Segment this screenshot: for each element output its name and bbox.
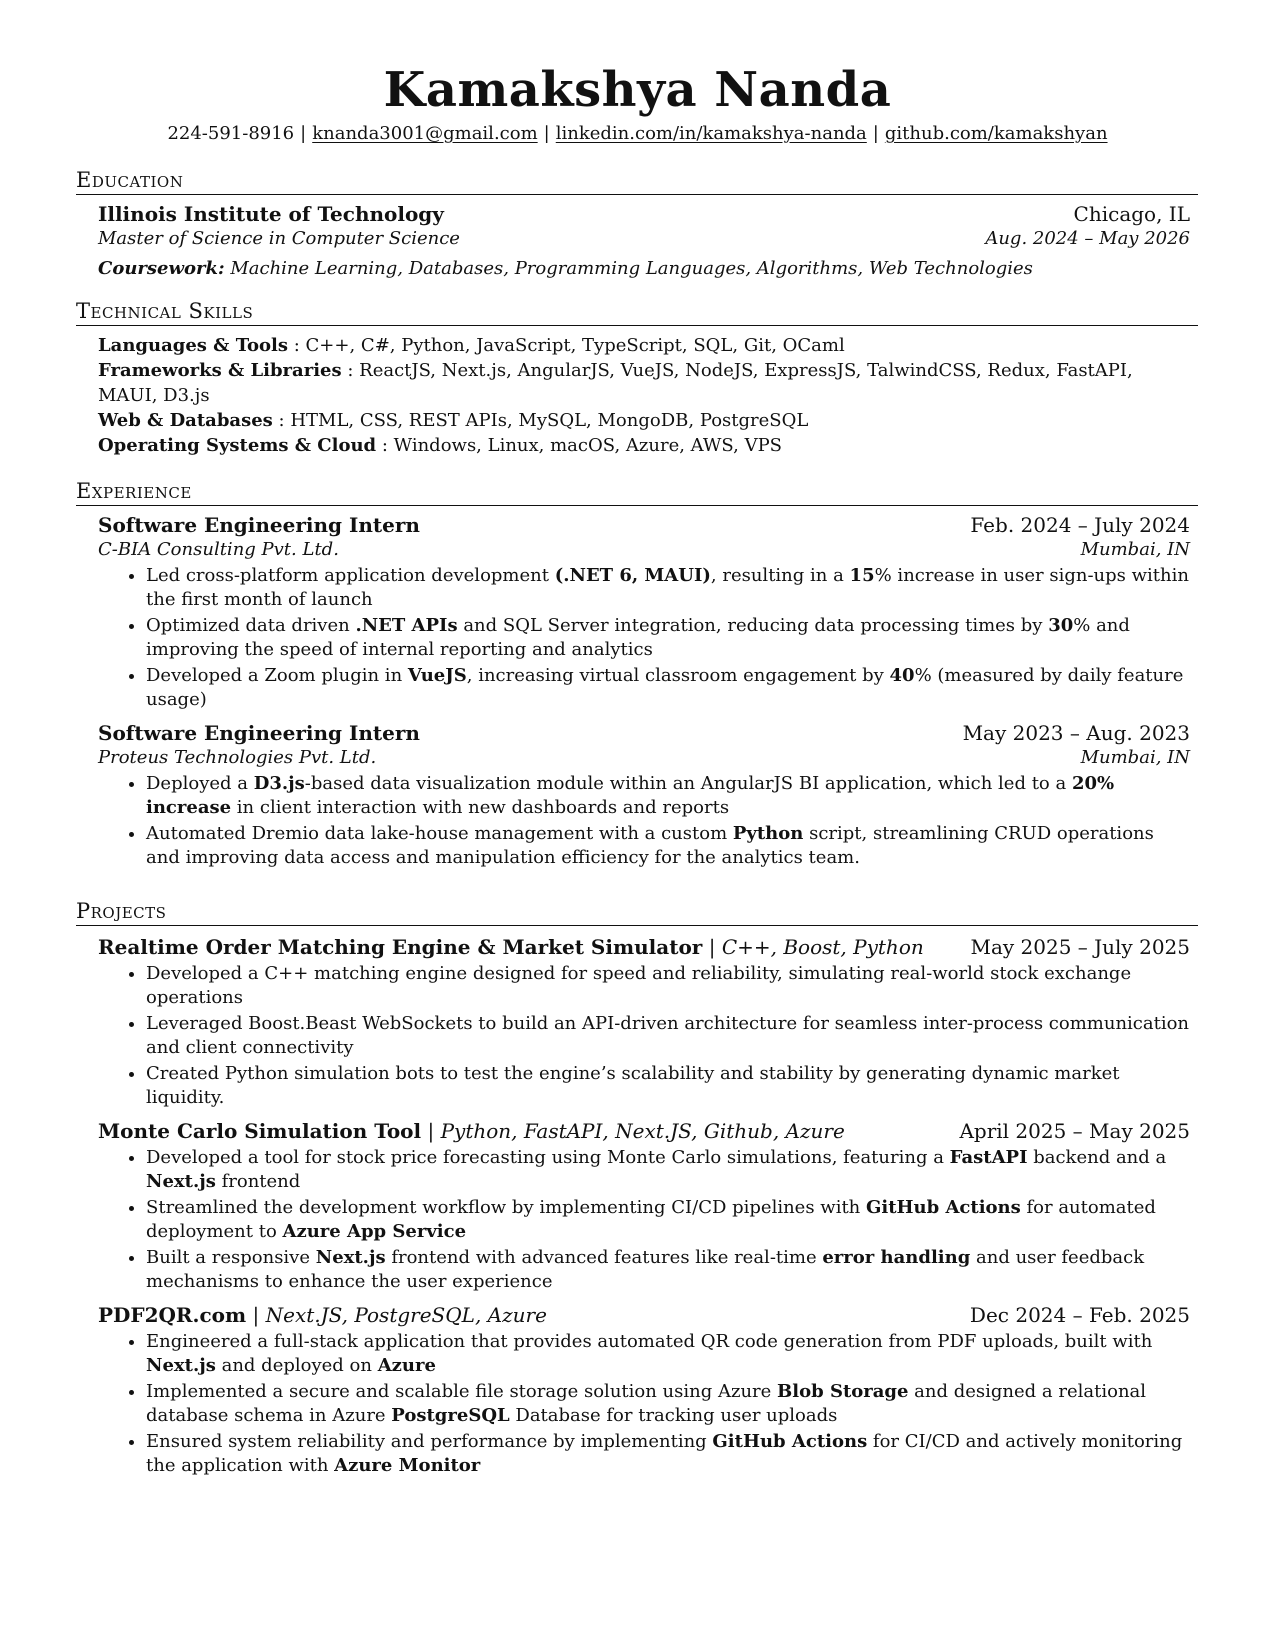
bullet-item (146, 614, 1190, 662)
bullet-list (98, 772, 1190, 870)
bullet-list (98, 1146, 1190, 1294)
bullet-text: % increase in user sign-ups within the first month of launch (146, 565, 1189, 610)
bullet-highlight: error handling (822, 1247, 971, 1268)
job-subheader (98, 538, 1190, 562)
skills-list (98, 333, 1190, 458)
projects-section (76, 899, 1198, 1480)
bullet-highlight: 30 (1048, 615, 1074, 636)
skills-heading: Technical Skills (76, 299, 1198, 326)
bullet-highlight: 15 (849, 565, 875, 586)
bullet-text: Leveraged Boost.Beast WebSockets to build an API-driven architecture for seamless inter-process communication and client connectivity (146, 1013, 1190, 1058)
linkedin-link[interactable]: linkedin.com/in/kamakshya-nanda (555, 123, 867, 144)
skill-line (98, 433, 1190, 458)
project-title-line (98, 1302, 547, 1328)
bullet-highlight: Next.js (146, 1355, 216, 1376)
bullet-text: in client interaction with new dashboards and reports (231, 797, 730, 818)
job-location: Mumbai, IN (1080, 539, 1190, 560)
project-tech: C++, Boost, Python (721, 935, 924, 959)
project-header (98, 1118, 1190, 1144)
bullet-highlight: .NET APIs (355, 615, 458, 636)
bullet-text: Deployed a (146, 773, 254, 794)
skill-line (98, 333, 1190, 358)
bullet-list (98, 1330, 1190, 1478)
separator: | (543, 123, 550, 144)
bullet-item (146, 1380, 1190, 1428)
bullet-text: Engineered a full-stack application that provides automated QR code generation from PDF uploads, built with (146, 1331, 1153, 1352)
bullet-highlight: 40 (889, 665, 915, 686)
skill-label: Frameworks & Libraries (98, 360, 342, 381)
school-name: Illinois Institute of Technology (98, 202, 444, 226)
bullet-item (146, 1246, 1190, 1294)
job-dates: May 2023 – Aug. 2023 (962, 721, 1190, 745)
bullet-highlight: Azure (377, 1355, 436, 1376)
bullet-highlight: Blob Storage (777, 1381, 909, 1402)
bullet-text: frontend with advanced features like real-time (385, 1247, 823, 1268)
experience-section (76, 479, 1198, 872)
bullet-text: and user feedback mechanisms to enhance the user experience (146, 1247, 1145, 1292)
bullet-highlight: VueJS (407, 665, 467, 686)
experience-list (98, 512, 1190, 870)
project-name: Realtime Order Matching Engine & Market Simulator (98, 935, 703, 959)
experience-entry (98, 720, 1190, 870)
project-name: Monte Carlo Simulation Tool (98, 1119, 422, 1143)
github-link[interactable]: github.com/kamakshyan (884, 123, 1108, 144)
school-location: Chicago, IL (1073, 202, 1190, 226)
project-tech: Python, FastAPI, Next.JS, Github, Azure (440, 1119, 845, 1143)
bullet-text: Developed a C++ matching engine designed for speed and reliability, simulating real-world stock exchange operations (146, 963, 1132, 1008)
bullet-item (146, 1430, 1190, 1478)
bullet-text: % (measured by daily feature usage) (146, 665, 1184, 710)
bullet-item (146, 822, 1190, 870)
bullet-text: % and improving the speed of internal reporting and analytics (146, 615, 1130, 660)
bullet-text: Database for tracking user uploads (509, 1405, 838, 1426)
company-name: Proteus Technologies Pvt. Ltd. (98, 747, 377, 768)
bullet-text: Developed a tool for stock price forecasting using Monte Carlo simulations, featuring a (146, 1147, 950, 1168)
bullet-highlight: Next.js (146, 1171, 216, 1192)
project-dates: Dec 2024 – Feb. 2025 (969, 1303, 1190, 1327)
bullet-item (146, 962, 1190, 1010)
bullet-highlight: Azure App Service (282, 1221, 467, 1242)
resume-header (0, 62, 1275, 146)
project-entry (98, 934, 1190, 1110)
bullet-item (146, 772, 1190, 820)
skill-value: : ReactJS, Next.js, AngularJS, VueJS, NodeJS, ExpressJS, TalwindCSS, Redux, FastAPI, MAUI, D3.js (98, 360, 1133, 406)
bullet-list (98, 962, 1190, 1110)
bullet-text: Led cross-platform application development (146, 565, 555, 586)
bullet-text: script, streamlining CRUD operations and improving data access and manipulation efficiency for the analytics team. (146, 823, 1154, 868)
skill-value: : Windows, Linux, macOS, Azure, AWS, VPS (381, 435, 783, 456)
bullet-list (98, 564, 1190, 712)
phone-number: 224-591-8916 (167, 123, 295, 144)
project-dates: April 2025 – May 2025 (959, 1119, 1190, 1143)
coursework-list: Machine Learning, Databases, Programming Languages, Algorithms, Web Technologies (230, 258, 1033, 279)
bullet-highlight: GitHub Actions (866, 1197, 1021, 1218)
bullet-highlight: (.NET 6, MAUI) (554, 565, 711, 586)
bullet-text: Automated Dremio data lake-house management with a custom (146, 823, 733, 844)
contact-line (0, 122, 1275, 146)
bullet-text: -based data visualization module within an AngularJS BI application, which led to a (304, 773, 1072, 794)
bullet-highlight: Next.js (315, 1247, 386, 1268)
degree: Master of Science in Computer Science (98, 228, 460, 249)
bullet-item (146, 1196, 1190, 1244)
job-role: Software Engineering Intern (98, 721, 420, 745)
skills-section (76, 299, 1198, 458)
skill-value: : HTML, CSS, REST APIs, MySQL, MongoDB, PostgreSQL (278, 410, 809, 431)
bullet-text: and SQL Server integration, reducing data processing times by (457, 615, 1049, 636)
job-subheader (98, 746, 1190, 770)
job-role: Software Engineering Intern (98, 513, 420, 537)
job-dates: Feb. 2024 – July 2024 (970, 513, 1190, 537)
project-entry (98, 1302, 1190, 1478)
bullet-text: backend and a (1027, 1147, 1167, 1168)
project-tech: Next.JS, PostgreSQL, Azure (265, 1303, 547, 1327)
bullet-text: Created Python simulation bots to test the engine’s scalability and stability by generating dynamic market liquidity. (146, 1063, 1120, 1108)
experience-entry (98, 512, 1190, 712)
bullet-text: Built a responsive (146, 1247, 316, 1268)
bullet-text: Implemented a secure and scalable file storage solution using Azure (146, 1381, 778, 1402)
job-header (98, 720, 1190, 746)
bullet-text: , increasing virtual classroom engagement by (466, 665, 890, 686)
project-header (98, 934, 1190, 960)
bullet-highlight: D3.js (253, 773, 305, 794)
skill-label: Operating Systems & Cloud (98, 435, 377, 456)
bullet-highlight: FastAPI (949, 1147, 1028, 1168)
bullet-text: for CI/CD and actively monitoring the application with (146, 1431, 1183, 1476)
project-title-line (98, 934, 924, 960)
separator: | (246, 1303, 266, 1327)
bullet-item (146, 1062, 1190, 1110)
bullet-highlight: Azure Monitor (334, 1455, 481, 1476)
project-dates: May 2025 – July 2025 (970, 935, 1190, 959)
skill-line (98, 408, 1190, 433)
coursework-label: Coursework: (98, 258, 225, 279)
bullet-highlight: PostgreSQL (391, 1405, 510, 1426)
project-entry (98, 1118, 1190, 1294)
bullet-highlight: Python (732, 823, 804, 844)
bullet-text: Streamlined the development workflow by implementing CI/CD pipelines with (146, 1197, 866, 1218)
bullet-item (146, 664, 1190, 712)
job-location: Mumbai, IN (1080, 747, 1190, 768)
coursework-line (98, 257, 1190, 281)
project-name: PDF2QR.com (98, 1303, 247, 1327)
bullet-text: Ensured system reliability and performance by implementing (146, 1431, 713, 1452)
bullet-highlight: 20% increase (146, 773, 1115, 818)
bullet-text: frontend (215, 1171, 301, 1192)
education-heading: Education (76, 168, 1198, 195)
bullet-text: and designed a relational database schema in Azure (146, 1381, 1147, 1426)
separator: | (300, 123, 307, 144)
education-dates: Aug. 2024 – May 2026 (985, 228, 1190, 249)
bullet-item (146, 1012, 1190, 1060)
education-section (76, 168, 1198, 281)
bullet-item (146, 1330, 1190, 1378)
bullet-highlight: GitHub Actions (712, 1431, 868, 1452)
bullet-text: for automated deployment to (146, 1197, 1156, 1242)
projects-list (98, 934, 1190, 1478)
separator: | (421, 1119, 441, 1143)
project-title-line (98, 1118, 845, 1144)
projects-heading: Projects (76, 899, 1198, 926)
bullet-item (146, 564, 1190, 612)
candidate-name: Kamakshya Nanda (383, 62, 892, 118)
skill-label: Languages & Tools (98, 335, 289, 356)
bullet-text: and deployed on (215, 1355, 378, 1376)
experience-heading: Experience (76, 479, 1198, 506)
bullet-item (146, 1146, 1190, 1194)
separator: | (702, 935, 722, 959)
project-header (98, 1302, 1190, 1328)
skill-label: Web & Databases (98, 410, 273, 431)
bullet-text: Optimized data driven (146, 615, 356, 636)
company-name: C-BIA Consulting Pvt. Ltd. (98, 539, 339, 560)
bullet-text: Developed a Zoom plugin in (146, 665, 408, 686)
skill-value: : C++, C#, Python, JavaScript, TypeScript, SQL, Git, OCaml (293, 335, 845, 356)
email-link[interactable]: knanda3001@gmail.com (312, 123, 538, 144)
separator: | (872, 123, 879, 144)
skill-line (98, 358, 1190, 408)
bullet-text: , resulting in a (710, 565, 850, 586)
job-header (98, 512, 1190, 538)
